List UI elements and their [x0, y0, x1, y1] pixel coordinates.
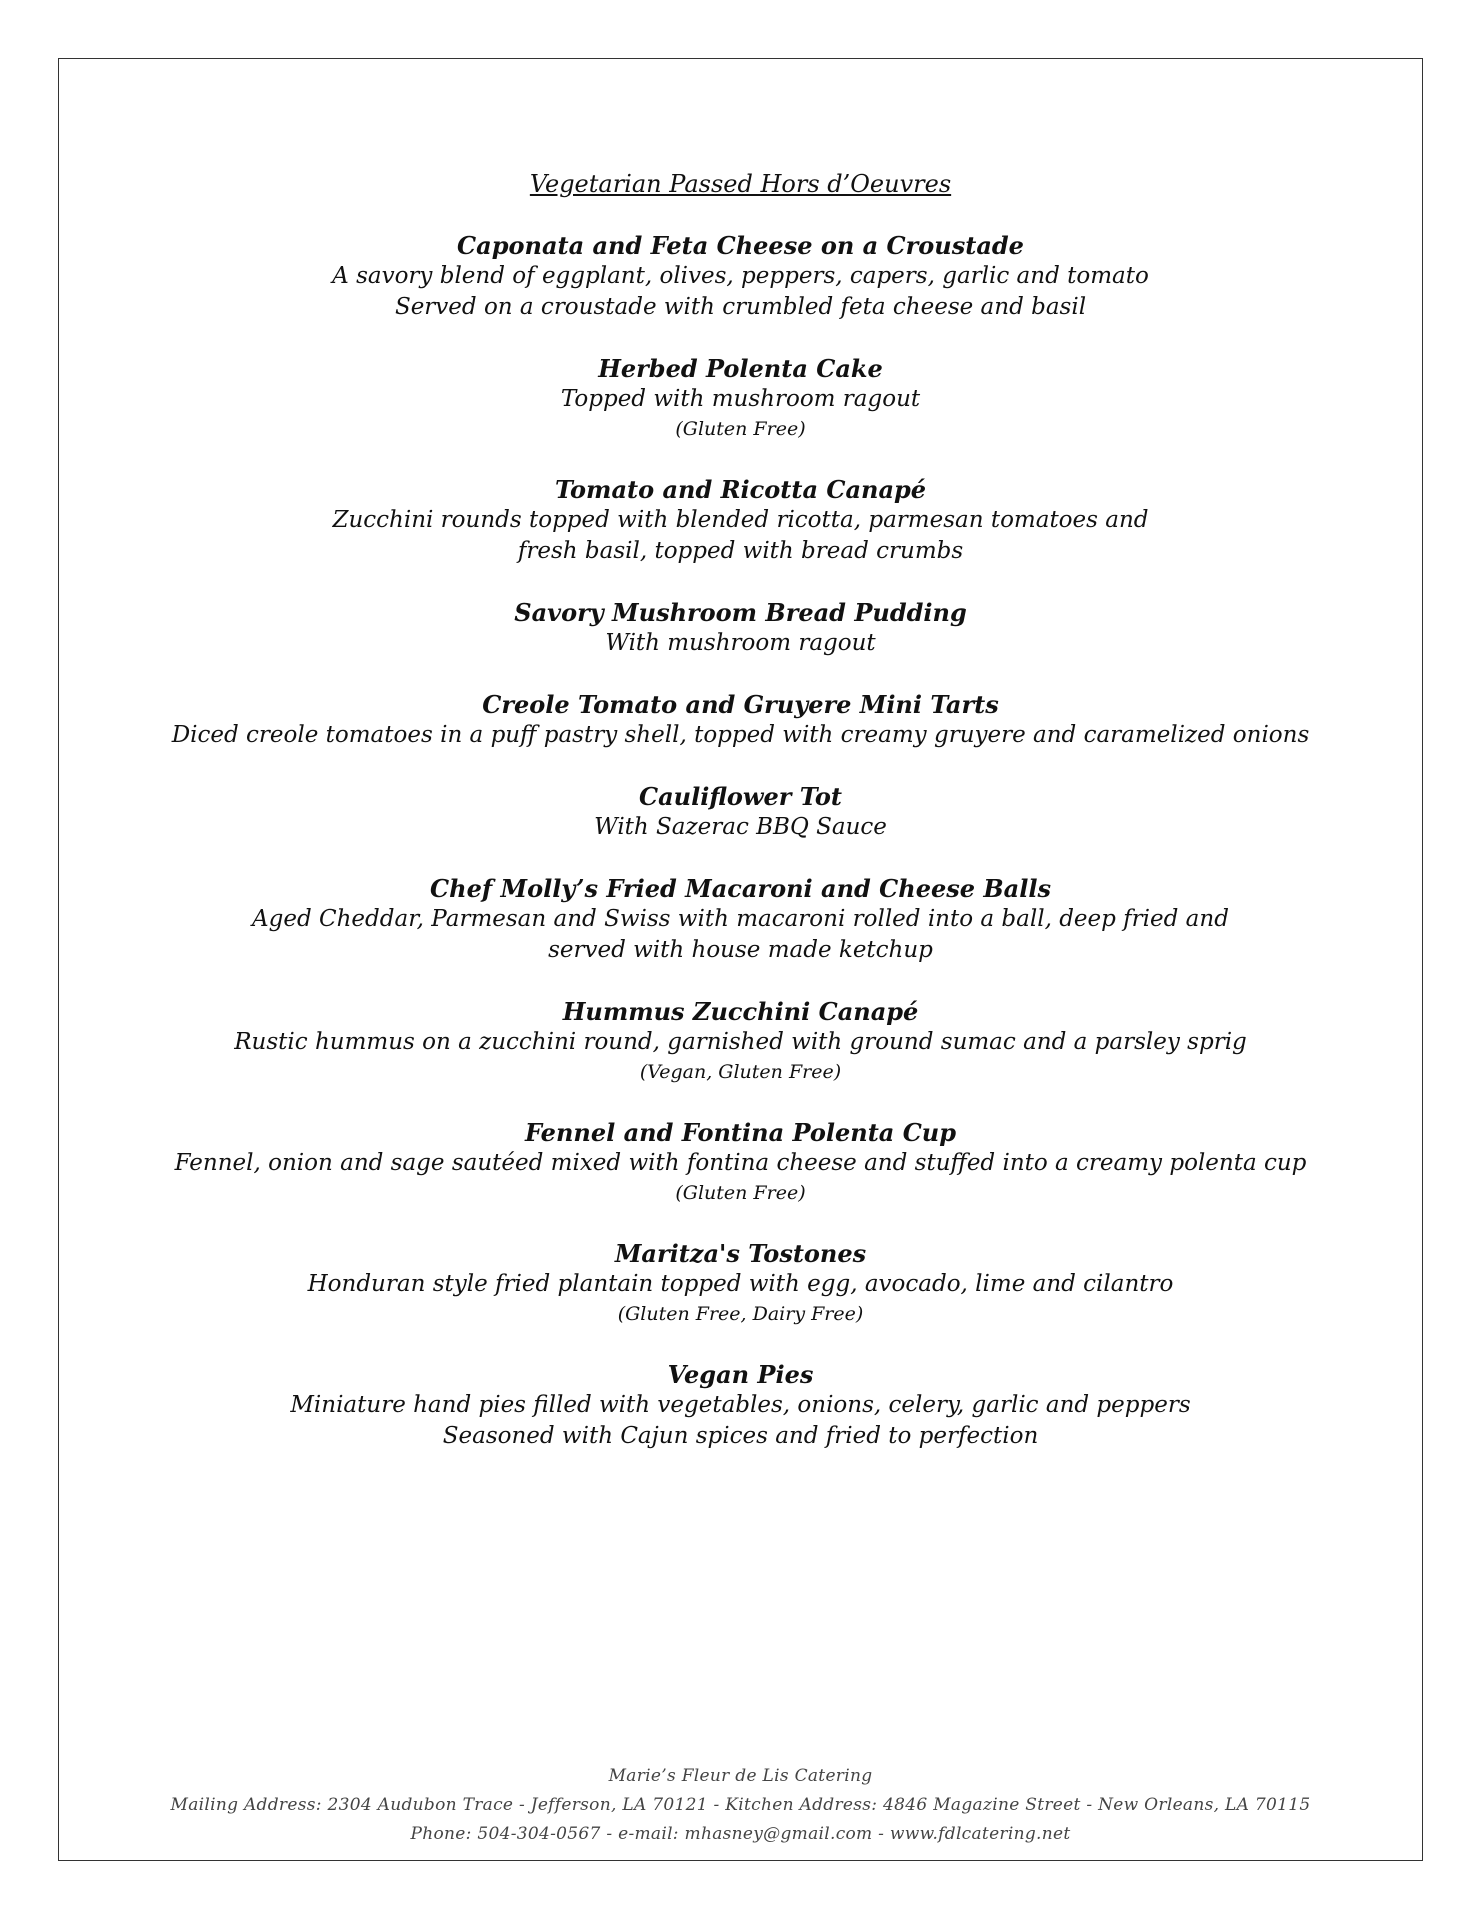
item-description: Served on a croustade with crumbled feta cheese and basil — [394, 294, 1087, 320]
item-name: Fennel and Fontina Polenta Cup — [524, 1118, 957, 1147]
item-description: With Sazerac BBQ Sauce — [594, 814, 887, 840]
item-name: Creole Tomato and Gruyere Mini Tarts — [482, 690, 999, 719]
menu-item — [58, 353, 1423, 444]
menu-item — [58, 996, 1423, 1087]
item-description: fresh basil, topped with bread crumbs — [517, 538, 964, 564]
contact-line: Phone: 504-304-0567 - e-mail: mhasney@gmail.com - www.fdlcatering.net — [410, 1824, 1071, 1844]
item-name: Tomato and Ricotta Canapé — [554, 475, 927, 504]
item-name: Vegan Pies — [667, 1360, 814, 1389]
menu-item — [58, 873, 1423, 966]
menu-item — [58, 597, 1423, 659]
item-name: Hummus Zucchini Canapé — [562, 997, 919, 1026]
item-description: A savory blend of eggplant, olives, peppers, capers, garlic and tomato — [332, 263, 1149, 289]
address-line: Mailing Address: 2304 Audubon Trace - Jefferson, LA 70121 - Kitchen Address: 4846 Magazine Street - New Orleans, LA 70115 — [170, 1795, 1311, 1815]
item-description: Honduran style fried plantain topped with egg, avocado, lime and cilantro — [307, 1271, 1174, 1297]
item-description: Topped with mushroom ragout — [560, 386, 921, 412]
item-description: Miniature hand pies filled with vegetables, onions, celery, garlic and peppers — [290, 1392, 1191, 1418]
footer — [58, 1762, 1423, 1849]
item-name: Herbed Polenta Cake — [598, 354, 883, 383]
dietary-note: (Gluten Free) — [675, 1182, 806, 1204]
menu-item — [58, 1359, 1423, 1452]
item-description: Zucchini rounds topped with blended ricotta, parmesan tomatoes and — [332, 507, 1149, 533]
menu-item — [58, 781, 1423, 843]
item-name: Cauliflower Tot — [639, 782, 842, 811]
menu-item — [58, 1117, 1423, 1208]
item-description: Fennel, onion and sage sautéed mixed with fontina cheese and stuffed into a creamy polenta cup — [174, 1150, 1307, 1176]
item-description: Aged Cheddar, Parmesan and Swiss with macaroni rolled into a ball, deep fried and — [252, 906, 1229, 932]
dietary-note: (Gluten Free, Dairy Free) — [617, 1303, 864, 1325]
dietary-note: (Vegan, Gluten Free) — [639, 1061, 842, 1083]
menu-item — [58, 230, 1423, 323]
item-description: With mushroom ragout — [605, 630, 876, 656]
item-description: Rustic hummus on a zucchini round, garnished with ground sumac and a parsley sprig — [234, 1029, 1247, 1055]
item-name: Maritza's Tostones — [614, 1239, 867, 1268]
item-description: served with house made ketchup — [548, 937, 933, 963]
item-name: Savory Mushroom Bread Pudding — [514, 598, 967, 627]
dietary-note: (Gluten Free) — [675, 418, 806, 440]
menu-item — [58, 474, 1423, 567]
item-name: Caponata and Feta Cheese on a Croustade — [457, 231, 1024, 260]
item-description: Diced creole tomatoes in a puff pastry shell, topped with creamy gruyere and caramelized onions — [171, 722, 1310, 748]
menu-item — [58, 1238, 1423, 1329]
menu-heading: Vegetarian Passed Hors d’Oeuvres — [529, 170, 952, 198]
menu — [58, 168, 1423, 1482]
item-name: Chef Molly’s Fried Macaroni and Cheese Balls — [430, 874, 1051, 903]
company-name: Marie’s Fleur de Lis Catering — [608, 1766, 873, 1786]
menu-item — [58, 689, 1423, 751]
item-description: Seasoned with Cajun spices and fried to perfection — [442, 1423, 1039, 1449]
